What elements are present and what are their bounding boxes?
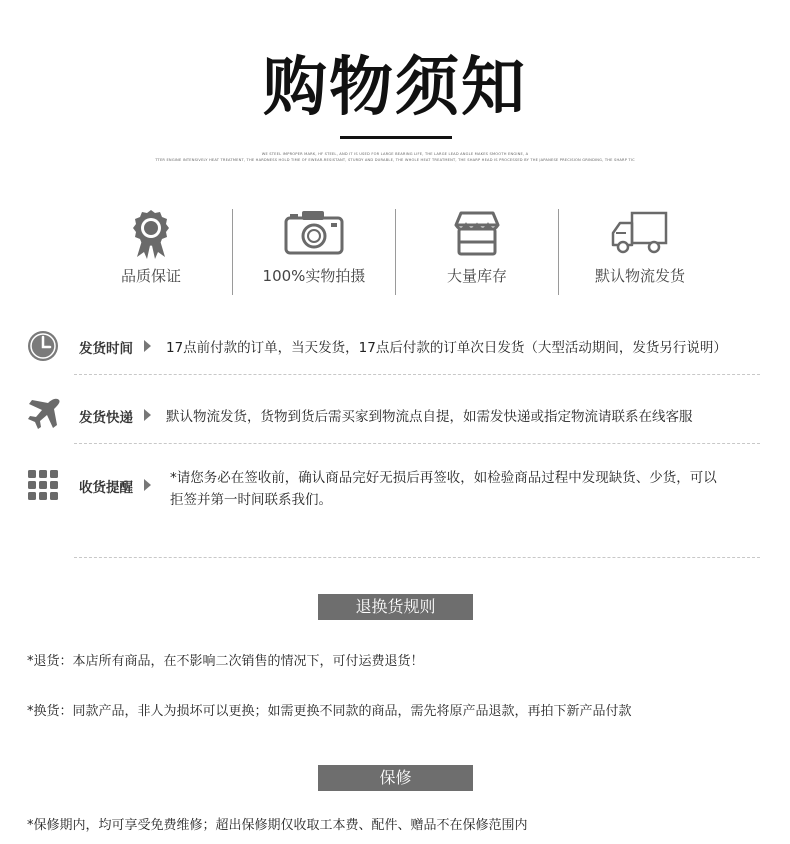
return-rules-heading: 退换货规则: [318, 594, 473, 620]
feature-logistics: [559, 205, 721, 295]
feature-photo: [233, 205, 395, 295]
info-text: [170, 467, 717, 511]
dashed-divider: [74, 557, 760, 558]
info-text: 17点前付款的订单，当天发货，17点后付款的订单次日发货（大型活动期间，发货另行说明）: [166, 340, 727, 356]
feature-stock: [396, 205, 558, 295]
info-label: 收货提醒: [79, 480, 133, 496]
feature-label: 大量库存: [446, 267, 507, 285]
info-text: 默认物流发货，货物到货后需买家到物流点自提，如需发快递或指定物流请联系在线客服: [166, 409, 693, 425]
info-text-line-2: 拒签并第一时间联系我们。: [170, 492, 332, 508]
arrow-right-icon: [144, 409, 151, 421]
feature-label: 默认物流发货: [594, 267, 685, 285]
airplane-icon: [26, 398, 62, 436]
title-underline: [340, 136, 452, 139]
warranty-heading: 保修: [318, 765, 473, 791]
truck-icon: [610, 209, 670, 259]
info-label: 发货时间: [79, 341, 133, 357]
dashed-divider: [74, 374, 760, 375]
camera-icon: [284, 209, 344, 259]
fine-print-line-2: TTER ENGINE INTENSIVELY HEAT TREATMENT, THE HARDNESS HOLD TIME OF EWEAR-RESISTANT, STURDY AND DURABLE, THE WHOLE HEAT TREATMENT, THE SHARP HEAD IS PROCESSED BY THE JAPANESE PRECISION GRINDING, THE SHARP TIC: [155, 158, 635, 162]
arrow-right-icon: [144, 340, 151, 352]
feature-label: 品质保证: [120, 267, 181, 285]
grid-icon: [28, 470, 58, 504]
info-label: 发货快递: [79, 410, 133, 426]
store-icon: [453, 209, 501, 261]
warranty-rule: *保修期内，均可享受免费维修；超出保修期仅收取工本费、配件、赠品不在保修范围内: [27, 818, 528, 833]
clock-icon: [26, 329, 60, 367]
feature-row: [70, 205, 720, 295]
dashed-divider: [74, 443, 760, 444]
feature-label: 100%实物拍摄: [262, 267, 366, 285]
return-rule: *退货：本店所有商品，在不影响二次销售的情况下，可付运费退货！: [27, 654, 424, 669]
exchange-rule: *换货：同款产品，非人为损坏可以更换；如需更换不同款的商品，需先将原产品退款，再拍下新产品付款: [27, 704, 632, 719]
feature-quality: [70, 205, 232, 295]
page-title: 购物须知: [263, 51, 527, 125]
quality-badge-icon: [131, 209, 171, 263]
info-text-line-1: *请您务必在签收前，确认商品完好无损后再签收，如检验商品过程中发现缺货、少货，可以: [170, 470, 717, 486]
arrow-right-icon: [144, 479, 151, 491]
fine-print-line-1: WE STEEL IMPROPER MARK, HF STEEL, AND IT IS USED FOR LARGE BEARING LIFE, THE LARGE LEAD ANGLE MAKES SMOOTH ENGINE, A: [261, 152, 529, 156]
